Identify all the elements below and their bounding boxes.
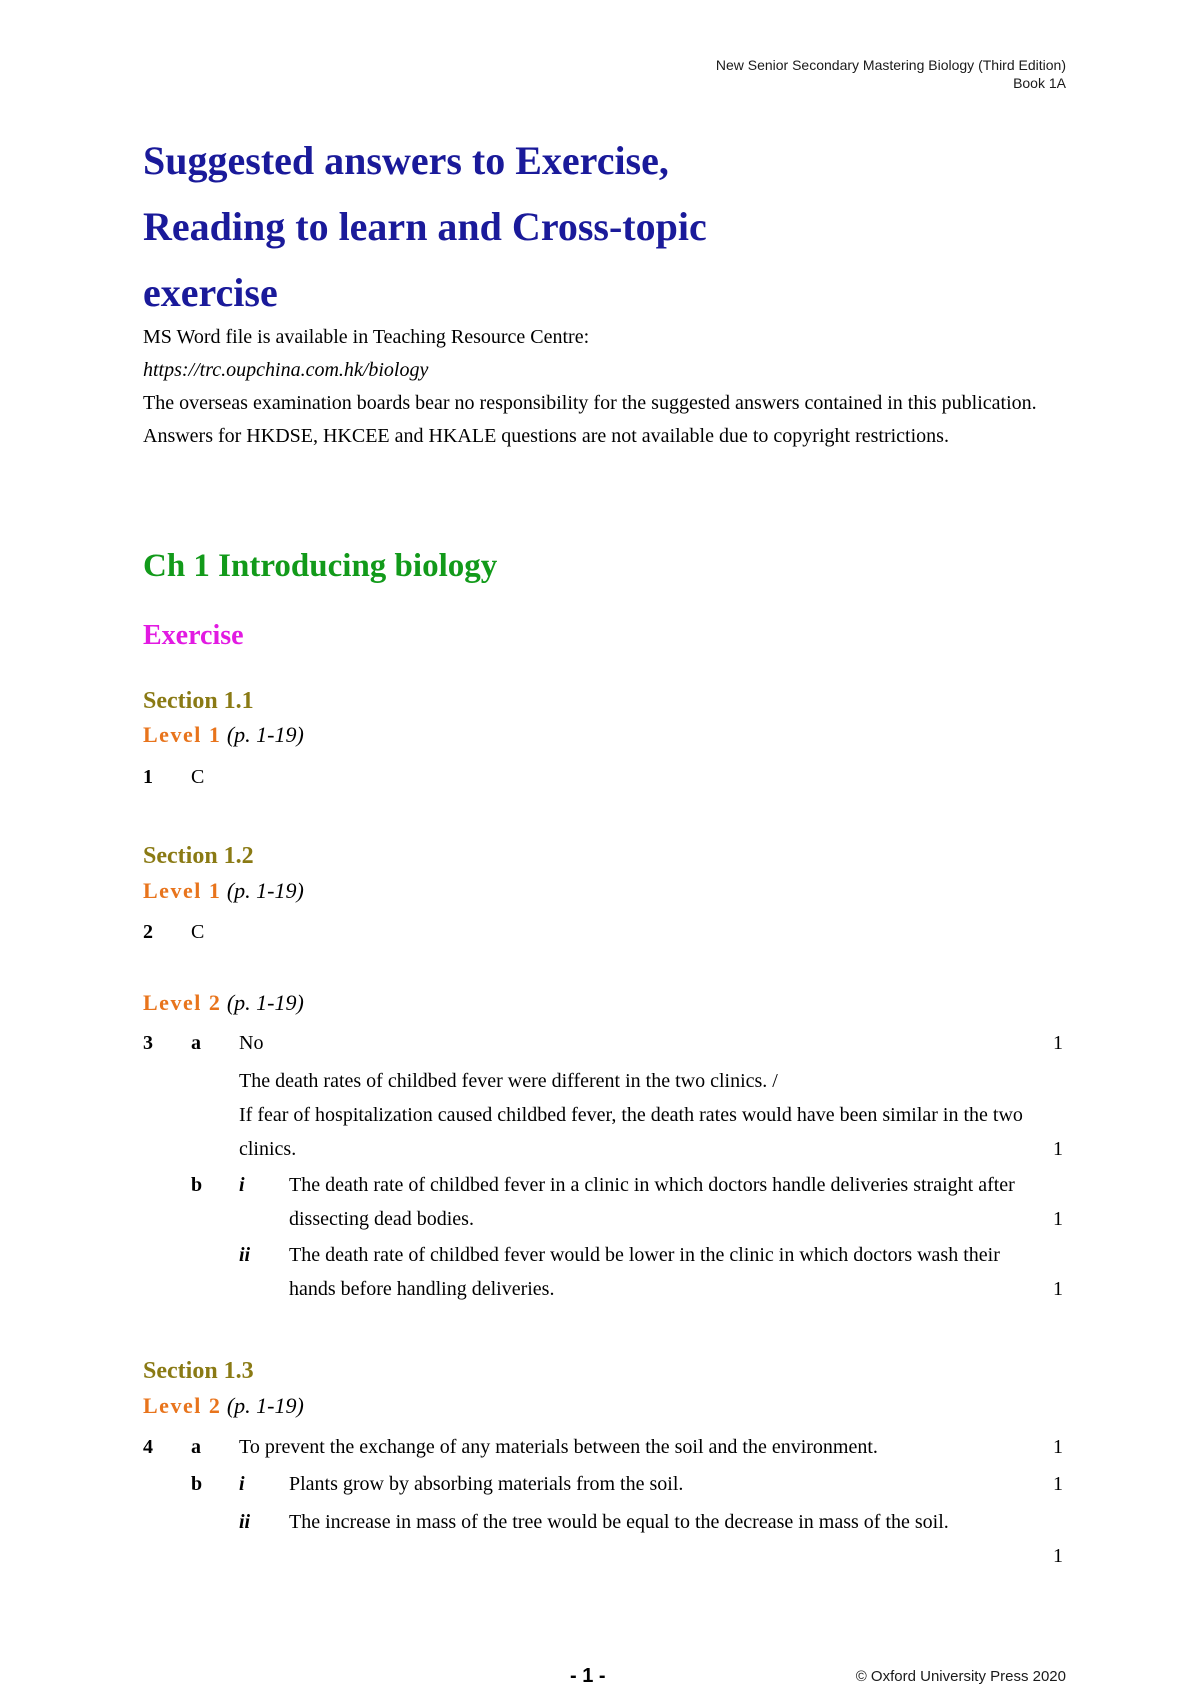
title-line-3: exercise bbox=[143, 270, 278, 315]
header-book-title: New Senior Secondary Mastering Biology (Third Edition) bbox=[715, 57, 1066, 73]
answer-line bbox=[143, 1098, 1063, 1166]
answer-text: The death rate of childbed fever would be lower in the clinic in which doctors wash their hands before handling deliveries. bbox=[289, 1244, 1000, 1300]
level-heading bbox=[143, 878, 304, 904]
level-label: Level 1 bbox=[143, 722, 222, 747]
answer-text: Plants grow by absorbing materials from the soil. bbox=[289, 1473, 684, 1495]
roman-label: i bbox=[239, 1473, 245, 1495]
level-label: Level 1 bbox=[143, 878, 222, 903]
copyright-notice: © Oxford University Press 2020 bbox=[855, 1668, 1066, 1685]
mark-value: 1 bbox=[1053, 1208, 1063, 1230]
answer-text: If fear of hospitalization caused childbed fever, the death rates would have been similar in the two clinics. bbox=[239, 1104, 1023, 1160]
level-heading bbox=[143, 990, 304, 1016]
question-number: 3 bbox=[143, 1032, 153, 1054]
title-line-1: Suggested answers to Exercise, bbox=[143, 138, 669, 183]
roman-label: i bbox=[239, 1174, 245, 1196]
subpart-label: a bbox=[191, 1032, 201, 1054]
page-reference: (p. 1-19) bbox=[226, 722, 304, 747]
title-line-2: Reading to learn and Cross-topic bbox=[143, 204, 707, 249]
question-number: 2 bbox=[143, 921, 153, 943]
question-subpart bbox=[143, 1168, 1063, 1236]
mark-value: 1 bbox=[1053, 1473, 1063, 1495]
header-book-volume: Book 1A bbox=[1013, 75, 1066, 91]
level-heading bbox=[143, 722, 304, 748]
section-heading: Section 1.1 bbox=[143, 688, 254, 714]
subpart-label: b bbox=[191, 1473, 203, 1495]
chapter-heading: Ch 1 Introducing biology bbox=[143, 548, 498, 584]
page-reference: (p. 1-19) bbox=[226, 878, 304, 903]
answer-text: C bbox=[191, 921, 205, 943]
answer-text: C bbox=[191, 766, 205, 788]
mark-value: 1 bbox=[1053, 1545, 1063, 1567]
intro-block bbox=[143, 321, 1063, 453]
mark-value: 1 bbox=[1053, 1032, 1063, 1054]
answer-line bbox=[143, 1064, 1063, 1098]
disclaimer-text: The overseas examination boards bear no responsibility for the suggested answers contained in this publication. Answers for HKDSE, HKCEE and HKALE questions are not available due to copyright restrictions. bbox=[143, 392, 1037, 447]
page-number: - 1 - bbox=[570, 1665, 606, 1687]
level-label: Level 2 bbox=[143, 990, 222, 1015]
roman-label: ii bbox=[239, 1244, 251, 1266]
question-subpart bbox=[143, 1238, 1063, 1306]
roman-label: ii bbox=[239, 1511, 251, 1533]
answer-text: To prevent the exchange of any materials between the soil and the environment. bbox=[239, 1436, 878, 1458]
question-subpart bbox=[143, 1505, 1063, 1573]
page-reference: (p. 1-19) bbox=[226, 1393, 304, 1418]
intro-availability: MS Word file is available in Teaching Resource Centre: bbox=[143, 326, 590, 348]
section-heading: Section 1.2 bbox=[143, 843, 254, 869]
question-number: 1 bbox=[143, 766, 153, 788]
answer-text: No bbox=[239, 1032, 264, 1054]
section-heading: Section 1.3 bbox=[143, 1358, 254, 1384]
level-heading bbox=[143, 1393, 304, 1419]
mark-value: 1 bbox=[1053, 1138, 1063, 1160]
question-number: 4 bbox=[143, 1436, 153, 1458]
subpart-label: a bbox=[191, 1436, 201, 1458]
answer-text: The death rates of childbed fever were different in the two clinics. / bbox=[239, 1070, 778, 1092]
exercise-heading: Exercise bbox=[143, 620, 244, 651]
page-reference: (p. 1-19) bbox=[226, 990, 304, 1015]
answer-text: The increase in mass of the tree would be equal to the decrease in mass of the soil. bbox=[289, 1511, 949, 1533]
mark-value: 1 bbox=[1053, 1278, 1063, 1300]
document-title bbox=[143, 128, 1083, 326]
answer-text: The death rate of childbed fever in a clinic in which doctors handle deliveries straight after dissecting dead bodies. bbox=[289, 1174, 1015, 1230]
running-header bbox=[716, 56, 1066, 92]
resource-url-link[interactable]: https://trc.oupchina.com.hk/biology bbox=[143, 359, 429, 381]
level-label: Level 2 bbox=[143, 1393, 222, 1418]
subpart-label: b bbox=[191, 1174, 203, 1196]
mark-value: 1 bbox=[1053, 1436, 1063, 1458]
